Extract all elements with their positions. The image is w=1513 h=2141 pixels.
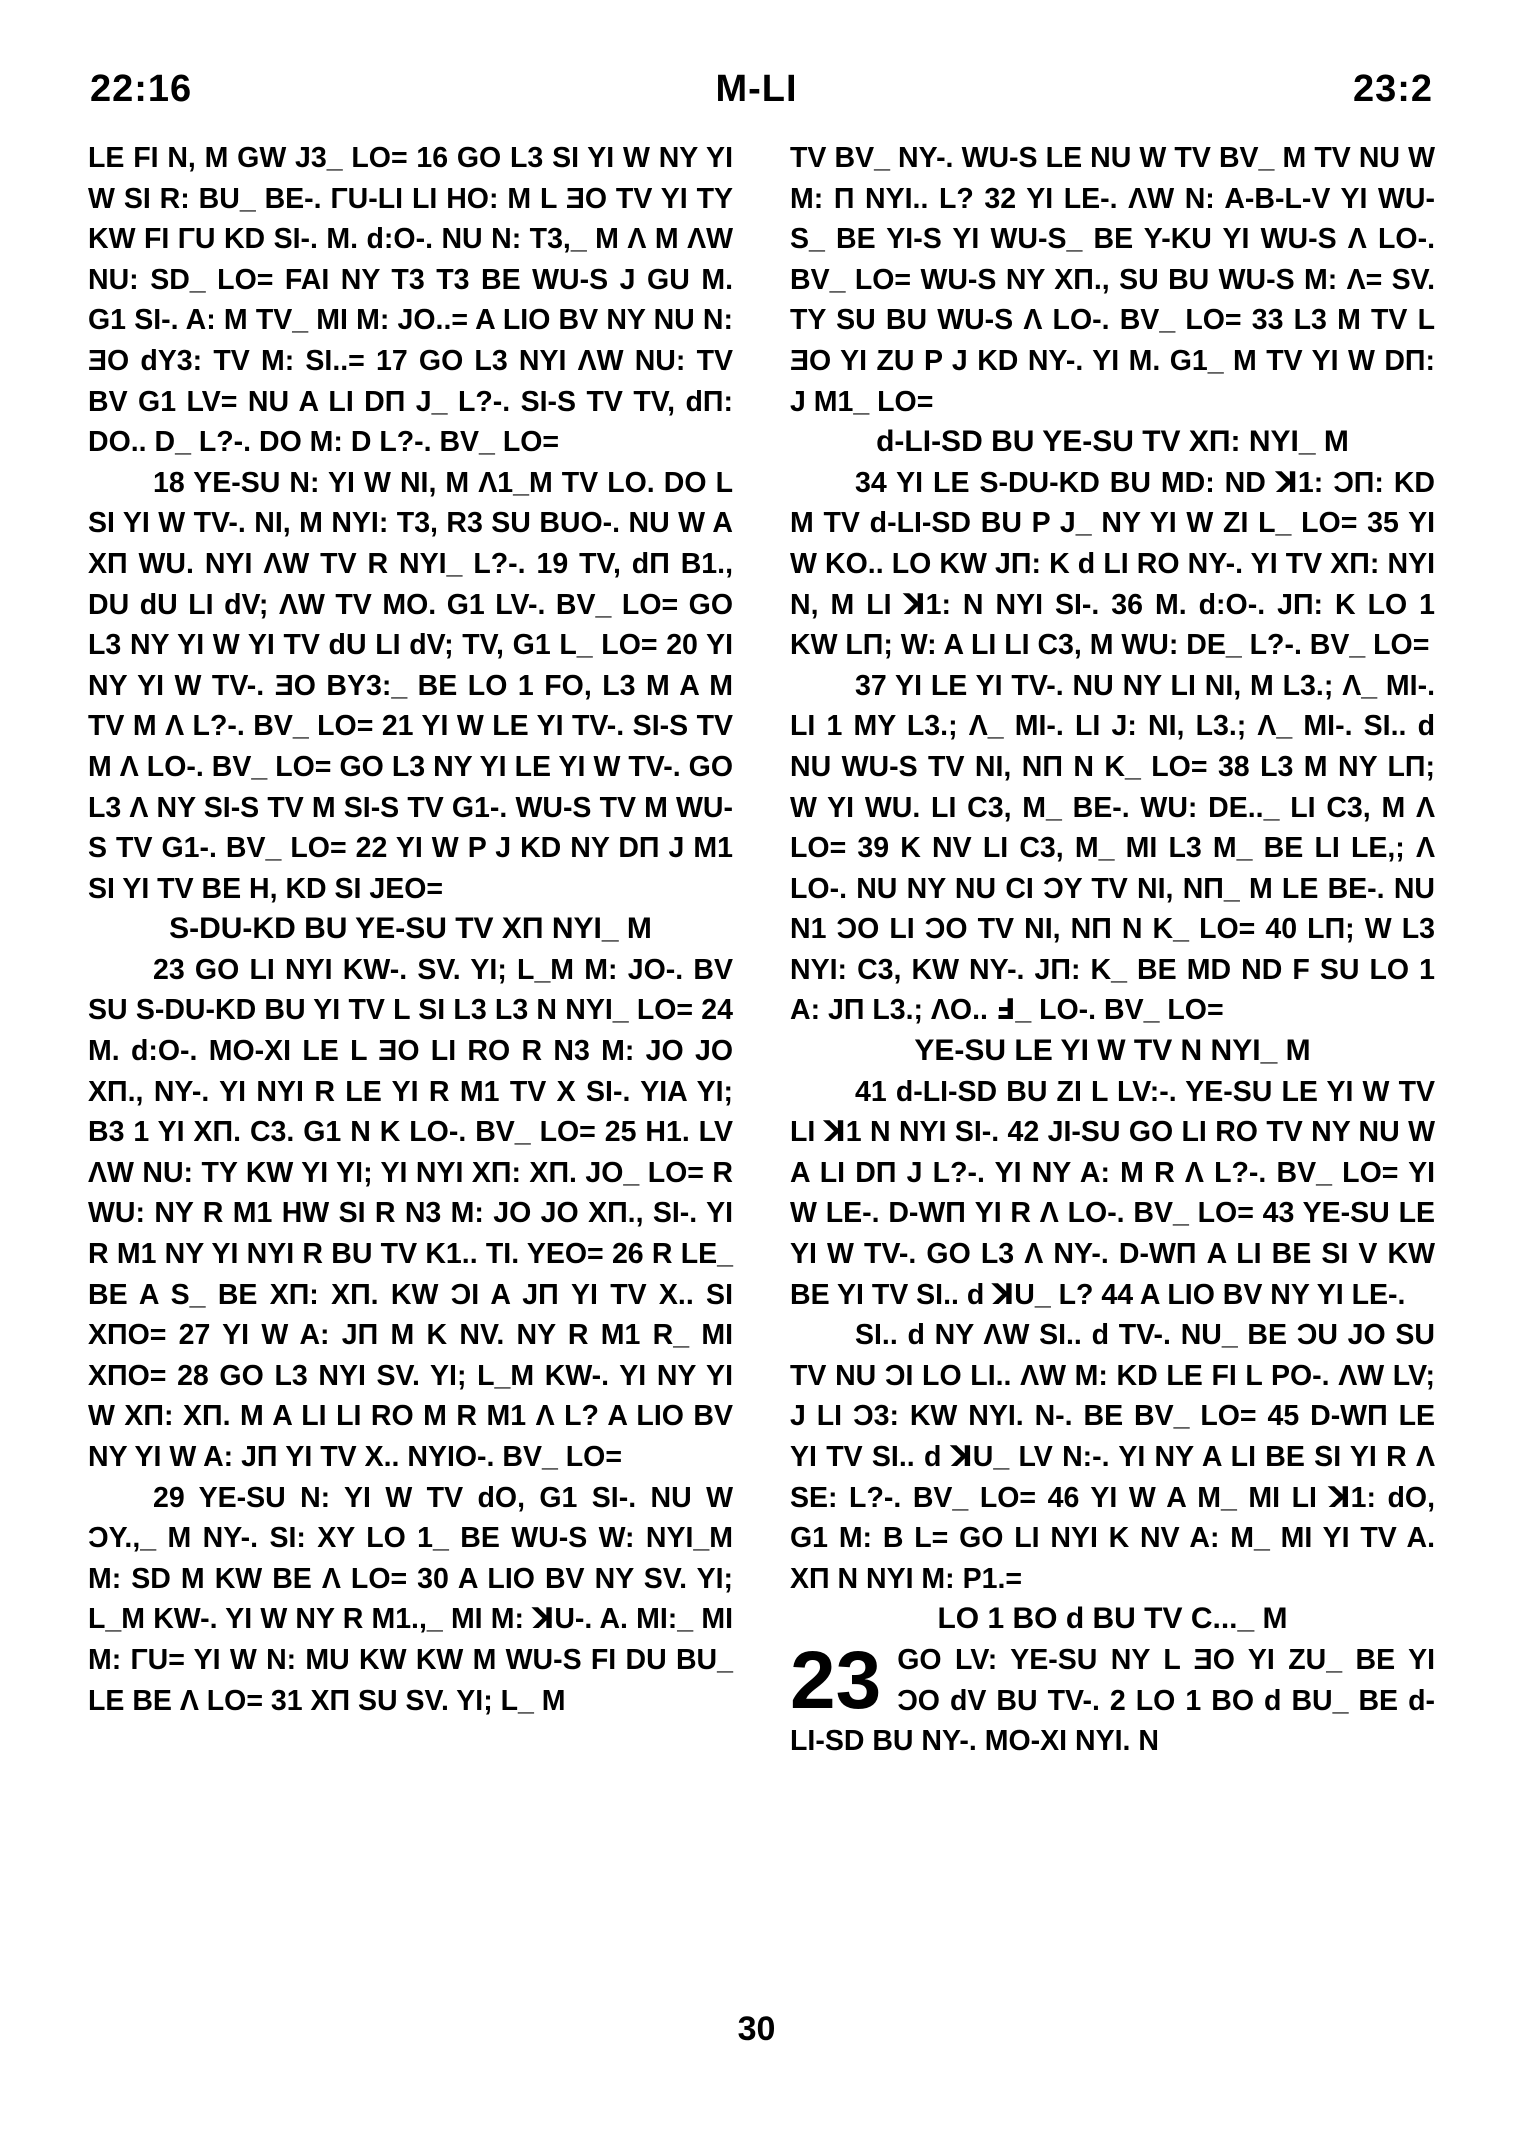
running-header-right: 23:2	[1352, 68, 1433, 110]
verse-paragraph: 29 YE-SU N: YI W TV dO, G1 SI-. NU W ƆY.,_ M NY-. SI: XY LO 1_ BE WU-S W: NYI_M M: SD M KW BE Λ LO= 30 A LIO BV NY SV. YI; L_M KW-. YI W NY R M1.,_ MI M: ꓘU-. A. MI:_ MI M: ΓU= YI W N: MU KW KW M WU-S FI DU BU_ LE BE Λ LO= 31 XΠ SU SV. YI; L_ M	[88, 1481, 733, 1717]
verse-paragraph: 37 YI LE YI TV-. NU NY LI NI, M L3.; Λ_ MI-. LI 1 MY L3.; Λ_ MI-. LI J: NI, L3.; Λ_ MI-. SI.. d NU WU-S TV NI, NΠ N K_ LO= 38 L3 M NY LΠ; W YI WU. LI C3, M_ BE-. WU: DE.._ LI C3, M Λ LO= 39 K NV LI C3, M_ MI L3 M_ BE LI LE,; Λ LO-. NU NY NU CI ƆY TV NI, NΠ_ M LE BE-. NU N1 ƆO LI ƆO TV NI, NΠ N K_ LO= 40 LΠ; W L3 NYI: C3, KW NY-. JΠ: K_ BE MD ND F SU LO 1 A: JΠ L3.; ΛO.. Ⅎ_ LO-. BV_ LO=	[790, 669, 1435, 1027]
section-heading: S-DU-KD BU YE-SU TV XΠ NYI_ M	[169, 912, 652, 946]
right-text-column	[790, 138, 1435, 1762]
running-header-title: M-LI	[715, 68, 798, 110]
left-text-column	[88, 138, 733, 1721]
page-number: 30	[737, 2010, 776, 2048]
section-heading: LO 1 BO d BU TV C..._ M	[937, 1602, 1288, 1636]
verse-paragraph: 18 YE-SU N: YI W NI, M Λ1_M TV LO. DO L SI YI W TV-. NI, M NYI: T3, R3 SU BUO-. NU W A XΠ WU. NYI ΛW TV R NYI_ L?-. 19 TV, dΠ B1., DU dU LI dV; ΛW TV MO. G1 LV-. BV_ LO= GO L3 NY YI W YI TV dU LI dV; TV, G1 L_ LO= 20 YI NY YI W TV-. ƎO BY3:_ BE LO 1 FO, L3 M A M TV M Λ L?-. BV_ LO= 21 YI W LE YI TV-. SI-S TV M Λ LO-. BV_ LO= GO L3 NY YI LE YI W TV-. GO L3 Λ NY SI-S TV M SI-S TV G1-. WU-S TV M WU-S TV G1-. BV_ LO= 22 YI W P J KD NY DΠ J M1 SI YI TV BE H, KD SI JEO=	[88, 466, 733, 905]
section-heading: YE-SU LE YI W TV N NYI_ M	[914, 1034, 1311, 1068]
verse-paragraph: 41 d-LI-SD BU ZI L LV:-. YE-SU LE YI W TV LI ꓘ1 N NYI SI-. 42 JI-SU GO LI RO TV NY NU W A LI DΠ J L?-. YI NY A: M R Λ L?-. BV_ LO= YI W LE-. D-WΠ YI R Λ LO-. BV_ LO= 43 YE-SU LE YI W TV-. GO L3 Λ NY-. D-WΠ A LI BE SI V KW BE YI TV SI.. d ꓘU_ L? 44 A LIO BV NY YI LE-.	[790, 1075, 1435, 1311]
verse-paragraph: 23 GO LI NYI KW-. SV. YI; L_M M: JO-. BV SU S-DU-KD BU YI TV L SI L3 L3 N NYI_ LO= 24 M. d:O-. MO-XI LE L ƎO LI RO R N3 M: JO JO XΠ., NY-. YI NYI R LE YI R M1 TV X SI-. YIA YI; B3 1 YI XΠ. C3. G1 N K LO-. BV_ LO= 25 H1. LV ΛW NU: TY KW YI YI; YI NYI XΠ: XΠ. JO_ LO= R WU: NY R M1 HW SI R N3 M: JO JO XΠ., SI-. YI R M1 NY YI NYI R BU TV K1.. TI. YEO= 26 R LE_ BE A S_ BE XΠ: XΠ. KW ƆI A JΠ YI TV X.. SI XΠO= 27 YI W A: JΠ M K NV. NY R M1 R_ MI XΠO= 28 GO L3 NYI SV. YI; L_M KW-. YI NY YI W XΠ: XΠ. M A LI LI RO M R M1 Λ L? A LIO BV NY YI W A: JΠ YI TV X.. NYIO-. BV_ LO=	[88, 953, 733, 1473]
chapter-start-paragraph	[790, 1634, 1435, 1762]
verse-paragraph: 34 YI LE S-DU-KD BU MD: ND ꓘ1: ƆΠ: KD M TV d-LI-SD BU P J_ NY YI W ZI L_ LO= 35 YI W KO.. LO KW JΠ: K d LI RO NY-. YI TV XΠ: NYI N, M LI ꓘ1: N NYI SI-. 36 M. d:O-. JΠ: K LO 1 KW LΠ; W: A LI LI C3, M WU: DE_ L?-. BV_ LO=	[790, 466, 1435, 662]
verse-paragraph: SI.. d NY ΛW SI.. d TV-. NU_ BE ƆU JO SU TV NU ƆI LO LI.. ΛW M: KD LE FI L PO-. ΛW LV; J LI Ɔ3: KW NYI. N-. BE BV_ LO= 45 D-WΠ LE YI TV SI.. d ꓘU_ LV N:-. YI NY A LI BE SI YI R Λ SE: L?-. BV_ LO= 46 YI W A M_ MI LI ꓘ1: dO, G1 M: B L= GO LI NYI K NV A: M_ MI YI TV A. XΠ N NYI M: P1.=	[790, 1319, 1435, 1595]
verse-paragraph: LE FI N, M GW J3_ LO= 16 GO L3 SI YI W NY YI W SI R: BU_ BE-. ΓU-LI LI HO: M L ƎO TV YI TY KW FI ΓU KD SI-. M. d:O-. NU N: T3,_ M Λ M ΛW NU: SD_ LO= FAI NY T3 T3 BE WU-S J GU M. G1 SI-. A: M TV_ MI M: JO..= A LIO BV NY NU N: ƎO dY3: TV M: SI..= 17 GO L3 NYI ΛW NU: TV BV G1 LV= NU A LI DΠ J_ L?-. SI-S TV TV, dΠ: DO.. D_ L?-. DO M: D L?-. BV_ LO=	[88, 142, 733, 459]
verse-paragraph: TV BV_ NY-. WU-S LE NU W TV BV_ M TV NU W M: Π NYI.. L? 32 YI LE-. ΛW N: A-B-L-V YI WU-S_ BE YI-S YI WU-S_ BE Y-KU YI WU-S Λ LO-. BV_ LO= WU-S NY XΠ., SU BU WU-S M: Λ= SV. TY SU BU WU-S Λ LO-. BV_ LO= 33 L3 M TV L ƎO YI ZU P J KD NY-. YI M. G1_ M TV YI W DΠ: J M1_ LO=	[790, 142, 1435, 418]
running-header-left: 22:16	[90, 68, 193, 110]
chapter-text: GO LV: YE-SU NY L ƎO YI ZU_ BE YI ƆO dV BU TV-. 2 LO 1 BO d BU_ BE d-LI-SD BU NY-. MO-XI NYI. N	[790, 1643, 1435, 1758]
section-heading: d-LI-SD BU YE-SU TV XΠ: NYI_ M	[876, 425, 1349, 459]
chapter-number: 23	[790, 1634, 882, 1726]
